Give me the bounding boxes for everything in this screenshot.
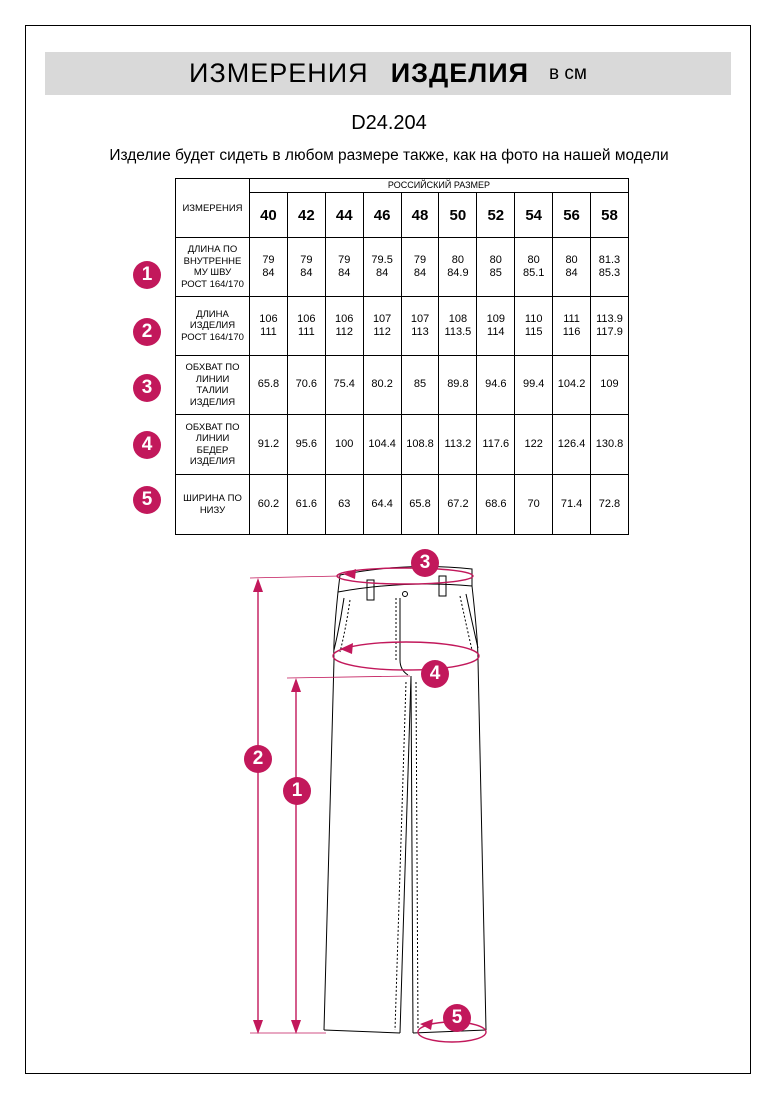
size-header: 48	[401, 193, 439, 238]
cell-value: 80.2	[371, 378, 393, 391]
cell-value: 72.8	[598, 497, 621, 510]
row-label-line: ШИРИНА ПО	[183, 493, 242, 504]
row-label-line: ЛИНИИ	[195, 373, 230, 385]
title-bold: ИЗДЕЛИЯ	[390, 58, 530, 88]
cell-value: 100	[335, 437, 354, 450]
row-number-badge: 2	[133, 318, 161, 346]
row-label-line: ИЗДЕЛИЯ	[189, 396, 236, 408]
fit-note: Изделие будет сидеть в любом размере также, как на фото на нашей модели	[109, 147, 669, 164]
row-number-badge: 5	[133, 486, 161, 514]
cell-value: 75.4	[333, 378, 355, 391]
size-header: 56	[553, 193, 591, 238]
cell-value: 65.8	[257, 378, 280, 391]
size-header: 46	[363, 193, 401, 238]
cell-value: 91.2	[257, 437, 280, 450]
row-label-line: БЕДЕР	[196, 444, 229, 456]
cell-value: 71.4	[560, 497, 583, 510]
cell-value: 104.2	[557, 378, 586, 391]
cell-value: 117.9	[596, 326, 623, 338]
cell-value: 111	[260, 326, 277, 338]
row-label-line: ВНУТРЕННЕ	[183, 255, 242, 267]
row-label-line: ДЛИНА ПО	[187, 244, 238, 255]
cell-value: 126.4	[557, 437, 586, 450]
diagram-marker-hem: 5	[443, 1004, 471, 1032]
cell-value: 109	[486, 312, 505, 325]
cell-value: 61.6	[295, 497, 318, 510]
size-header: 58	[591, 193, 629, 238]
cell-value: 84	[375, 267, 389, 279]
row-label-line: ЛИНИИ	[195, 433, 230, 444]
cell-value: 106	[297, 312, 316, 325]
size-group-label: РОССИЙСКИЙ РАЗМЕР	[250, 179, 629, 193]
hip-measure	[333, 642, 479, 670]
cell-value: 63	[338, 497, 351, 510]
cell-value: 107	[372, 312, 392, 325]
cell-value: 116	[562, 326, 581, 338]
cell-value: 67.2	[447, 497, 469, 510]
cell-value: 109	[600, 378, 619, 391]
diagram-marker-inseam: 1	[283, 777, 311, 805]
row-label-line: ОБХВАТ ПО	[185, 421, 240, 433]
cell-value: 70.6	[295, 378, 318, 391]
row-label-line: МУ ШВУ	[193, 267, 232, 278]
cell-value: 108	[448, 312, 468, 325]
arrow-heads	[253, 569, 433, 1034]
size-header: 40	[250, 193, 288, 238]
row-label-line: ДЛИНА	[196, 308, 229, 320]
size-header: 44	[325, 193, 363, 238]
cell-value: 113.2	[444, 437, 472, 450]
row-label-line: ТАЛИИ	[196, 385, 229, 396]
row-label-line: РОСТ 164/170	[181, 278, 244, 290]
cell-value: 84.9	[447, 267, 469, 279]
cell-value: 108.8	[406, 437, 434, 450]
cell-value: 79.5	[371, 253, 393, 266]
cell-value: 130.8	[595, 437, 624, 450]
cell-value: 79	[300, 253, 313, 266]
guide-top	[250, 576, 340, 578]
cell-value: 112	[373, 326, 391, 338]
cell-value: 84	[300, 267, 313, 279]
size-header: 52	[477, 193, 515, 238]
title-unit: в см	[549, 63, 587, 84]
cell-value: 68.6	[485, 497, 507, 510]
cell-value: 80	[489, 253, 502, 266]
diagram-marker-waist: 3	[411, 549, 439, 577]
measure-header: ИЗМЕРЕНИЯ	[176, 179, 250, 238]
cell-value: 84	[338, 267, 351, 279]
cell-value: 89.8	[447, 378, 469, 391]
cell-value: 114	[487, 326, 505, 338]
cell-value: 80	[565, 253, 578, 266]
row-number-badge: 1	[133, 261, 161, 289]
title-light: ИЗМЕРЕНИЯ	[189, 58, 369, 88]
cell-value: 79	[338, 253, 351, 266]
measure-lines	[250, 568, 486, 1042]
diagram-marker-total-length: 2	[244, 745, 272, 773]
size-header: 54	[515, 193, 553, 238]
cell-value: 99.4	[522, 378, 545, 391]
row-label-line: ОБХВАТ ПО	[185, 362, 240, 373]
size-header: 50	[439, 193, 477, 238]
cell-value: 104.4	[368, 437, 396, 450]
product-code: D24.204	[351, 112, 427, 134]
cell-value: 79	[262, 253, 275, 266]
waist-measure	[337, 568, 473, 584]
cell-value: 60.2	[257, 497, 280, 510]
cell-value: 117.6	[482, 437, 510, 450]
cell-value: 65.8	[409, 497, 431, 510]
cell-value: 70	[527, 497, 540, 510]
size-header: 42	[287, 193, 325, 238]
cell-value: 122	[524, 437, 543, 450]
cell-value: 79	[413, 253, 427, 266]
cell-value: 111	[297, 326, 315, 338]
row-label-line: ИЗДЕЛИЯ	[189, 456, 236, 467]
cell-value: 85	[413, 378, 427, 391]
cell-value: 111	[563, 312, 580, 325]
cell-value: 84	[565, 267, 578, 279]
cell-value: 80	[527, 253, 540, 266]
cell-value: 85	[489, 267, 502, 279]
row-label-line: НИЗУ	[199, 504, 226, 516]
diagram-marker-hip: 4	[421, 660, 449, 688]
cell-value: 85.3	[598, 267, 621, 279]
guide-crotch	[287, 676, 410, 678]
row-label-line: РОСТ 164/170	[181, 331, 244, 343]
cell-value: 84	[262, 267, 275, 279]
cell-value: 113	[411, 326, 429, 338]
cell-value: 113.5	[444, 326, 472, 338]
cell-value: 64.4	[371, 497, 393, 510]
cell-value: 112	[335, 326, 353, 338]
cell-value: 106	[259, 312, 278, 325]
cell-value: 85.1	[522, 267, 545, 279]
cell-value: 81.3	[598, 253, 621, 266]
trousers-outline	[324, 567, 486, 1033]
cell-value: 107	[410, 312, 430, 325]
cell-value: 115	[524, 326, 543, 338]
row-number-badge: 4	[133, 431, 161, 459]
cell-value: 84	[413, 267, 427, 279]
cell-value: 95.6	[295, 437, 318, 450]
cell-value: 94.6	[485, 378, 507, 391]
cell-value: 106	[335, 312, 354, 325]
cell-value: 110	[524, 312, 543, 325]
cell-value: 113.9	[596, 312, 623, 325]
row-number-badge: 3	[133, 374, 161, 402]
row-label-line: ИЗДЕЛИЯ	[189, 320, 236, 332]
cell-value: 80	[451, 253, 465, 266]
